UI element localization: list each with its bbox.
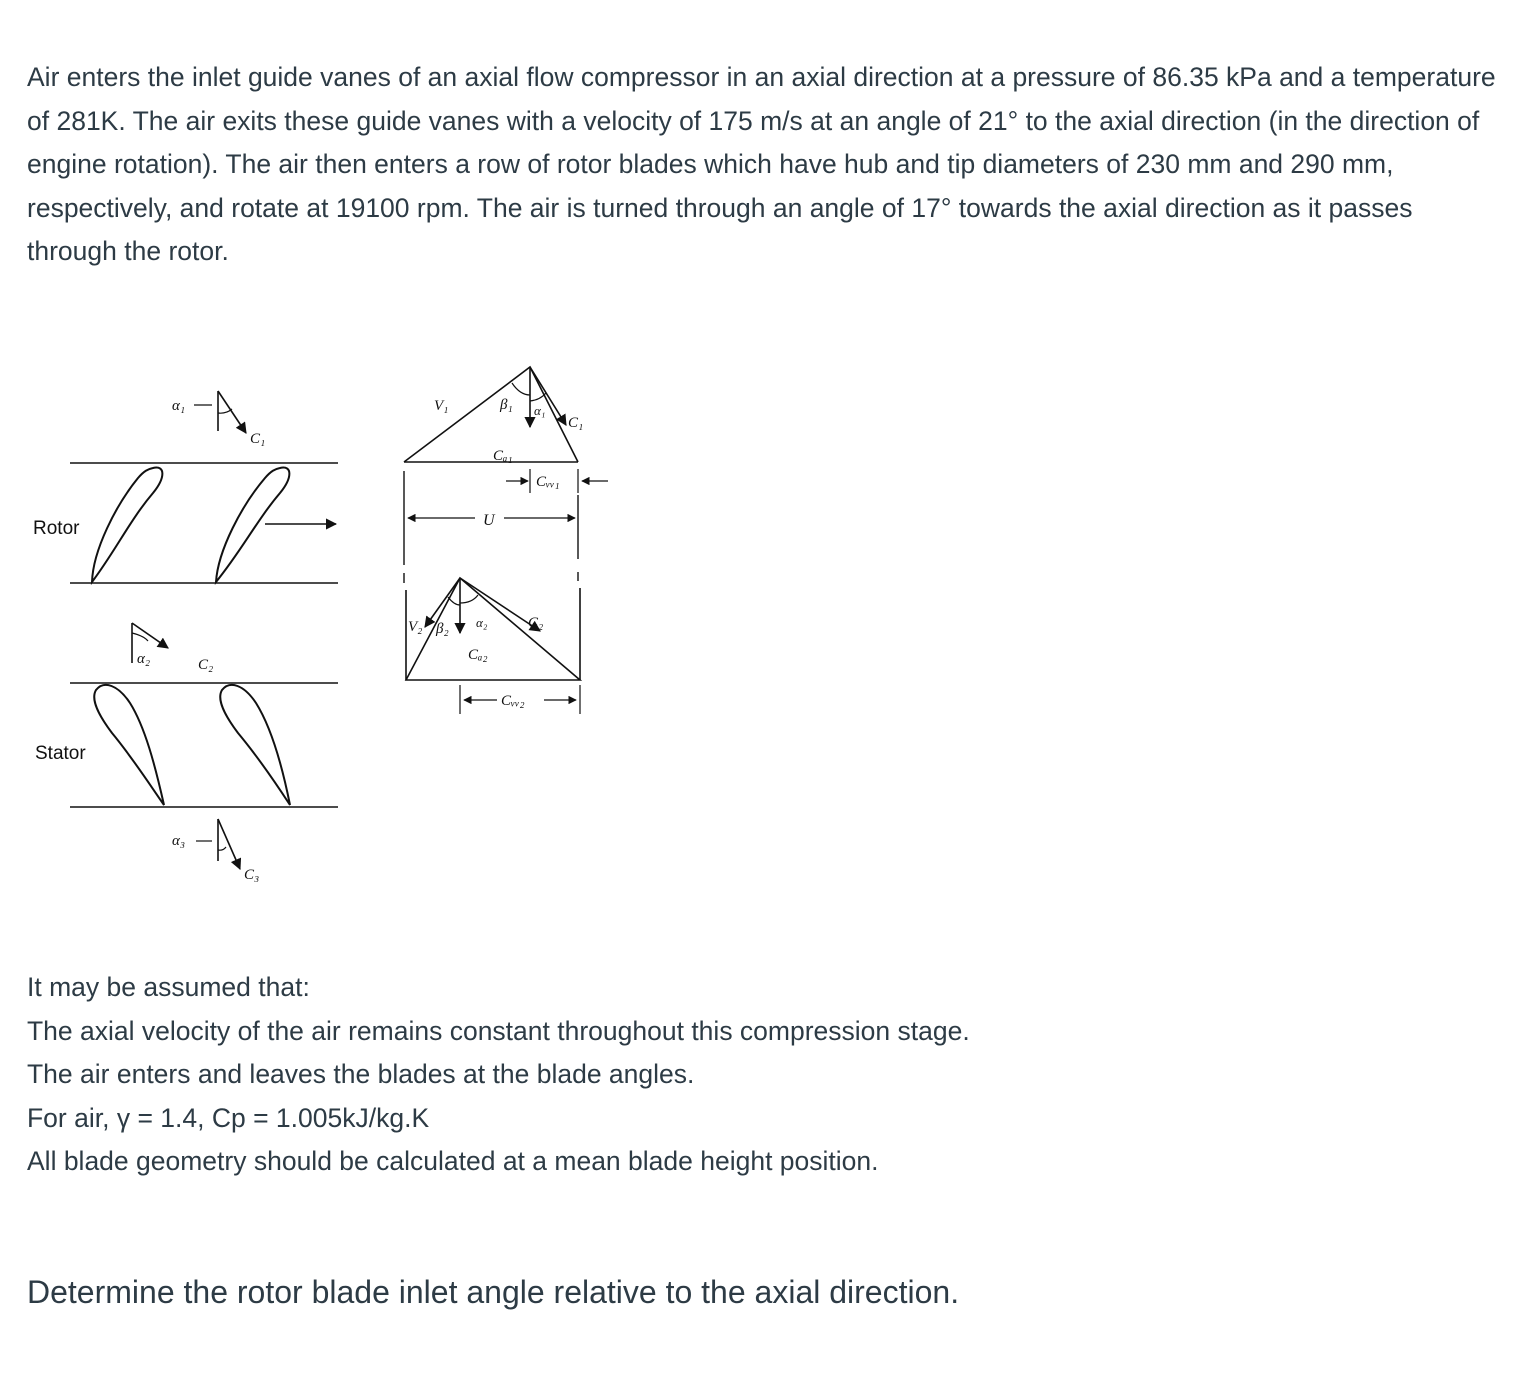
c3-label: C₃ (244, 867, 260, 883)
v1-label: V₁ (434, 398, 449, 414)
inlet-velocity-triangle (404, 367, 578, 462)
question-text: Determine the rotor blade inlet angle relative to the axial direction. (27, 1274, 960, 1310)
assumption-item: The axial velocity of the air remains constant throughout this compression stage. (27, 1015, 970, 1046)
alpha1-triangle-label: α₁ (534, 403, 546, 418)
alpha3-label: α₃ (172, 833, 186, 849)
problem-intro: Air enters the inlet guide vanes of an axial flow compressor in an axial direction at a pressure of 86.35 kPa and a temperature of 281K. The air exits these guide vanes with a velocity of 175 m/s at an angle of 21° to the axial direction (in the direction of engine rotation). The air then enters a row of rotor blades which have hub and tip diameters of 230 mm and 290 mm, respectively, and rotate at 19100 rpm. The air is turned through an angle of 17° towards the axial direction as it passes through the rotor. (27, 62, 1496, 266)
c2-triangle-label: C₂ (528, 615, 544, 631)
assumption-item: For air, γ = 1.4, Cp = 1.005kJ/kg.K (27, 1102, 430, 1133)
cw1-label: Cᵥᵥ₁ (536, 474, 560, 490)
v2-label: V₂ (408, 619, 423, 635)
exit-velocity-triangle (406, 578, 580, 680)
alpha1-label: α₁ (172, 398, 186, 414)
beta1-label: β₁ (500, 397, 513, 413)
c1-triangle-label: C₁ (568, 415, 584, 431)
u-label: U (483, 512, 495, 529)
c3-vector (218, 819, 240, 869)
cw2-label: Cᵥᵥ₂ (501, 693, 525, 709)
assumption-item: The air enters and leaves the blades at the blade angles. (27, 1059, 695, 1089)
ca2-label: Cₐ₂ (468, 647, 488, 663)
assumptions-heading: It may be assumed that: (27, 972, 310, 1002)
c1-inlet-vector (218, 391, 246, 433)
c2-label: C₂ (198, 657, 214, 673)
ca1-label: Cₐ₁ (493, 448, 513, 464)
alpha2-triangle-label: α₂ (476, 615, 488, 630)
c2-vector (132, 623, 168, 648)
stator-blade (94, 685, 164, 805)
rotor-blade (92, 468, 162, 582)
c1-label: C₁ (250, 431, 266, 447)
stator-blade (220, 685, 290, 805)
alpha2-label: α₂ (137, 651, 151, 667)
beta2-label: β₂ (436, 621, 449, 637)
rotor-label: Rotor (33, 518, 80, 539)
velocity-triangle-diagram (20, 365, 640, 905)
v2-vector (425, 578, 460, 627)
assumptions-block (27, 966, 1427, 1184)
stator-label: Stator (35, 743, 86, 764)
assumption-item: All blade geometry should be calculated at a mean blade height position. (27, 1146, 879, 1176)
